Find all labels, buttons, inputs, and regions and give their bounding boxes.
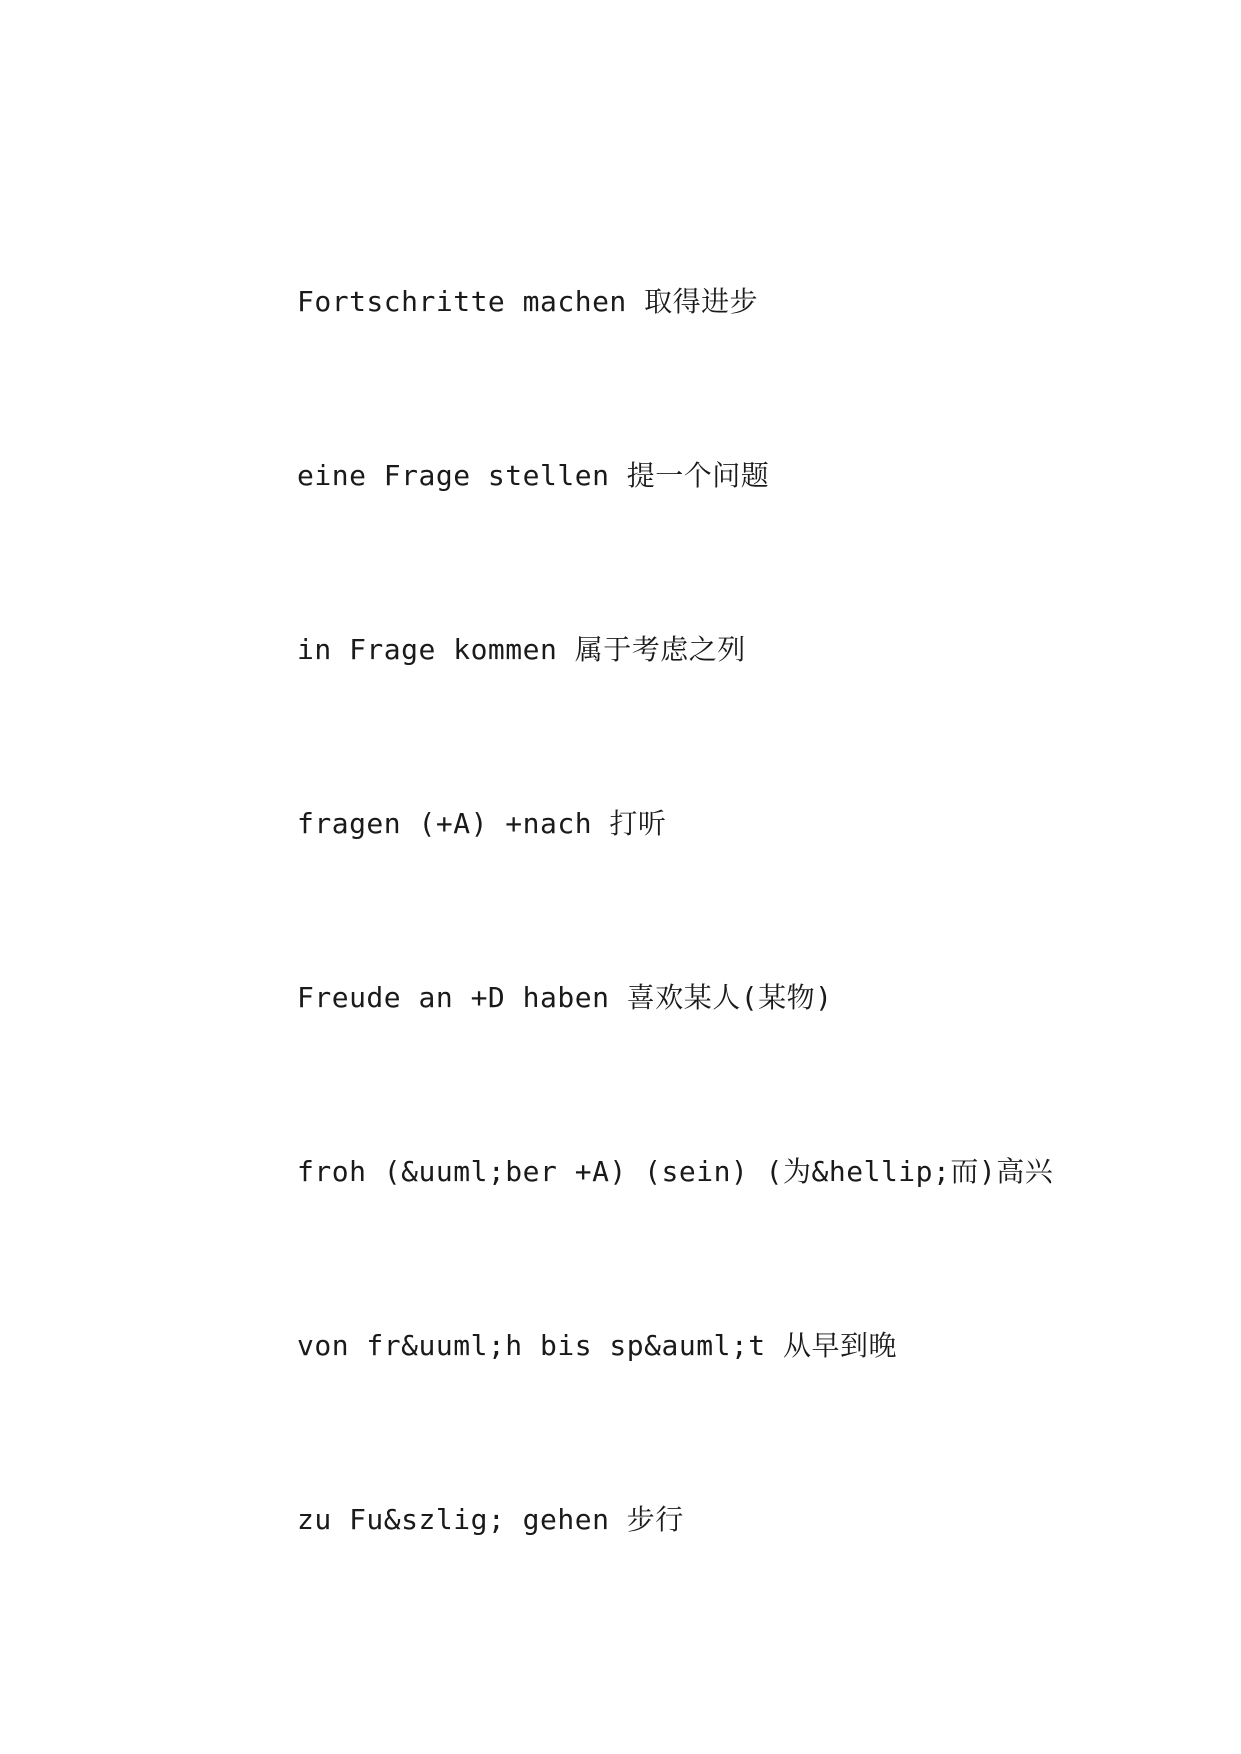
vocabulary-entry: in Frage kommen 属于考虑之列 — [297, 633, 746, 666]
vocabulary-list — [297, 278, 1053, 1670]
vocabulary-entry: eine Frage stellen 提一个问题 — [297, 459, 770, 492]
vocabulary-entry: froh (&uuml;ber +A) (sein) (为&hellip;而)高兴 — [297, 1155, 1054, 1188]
vocabulary-entry: zu Fu&szlig; gehen 步行 — [297, 1503, 684, 1536]
vocabulary-entry: von fr&uuml;h bis sp&auml;t 从早到晚 — [297, 1329, 898, 1362]
vocabulary-entry: Fortschritte machen 取得进步 — [297, 285, 759, 318]
vocabulary-entry: fragen (+A) +nach 打听 — [297, 807, 667, 840]
vocabulary-entry: Freude an +D haben 喜欢某人(某物) — [297, 981, 833, 1014]
